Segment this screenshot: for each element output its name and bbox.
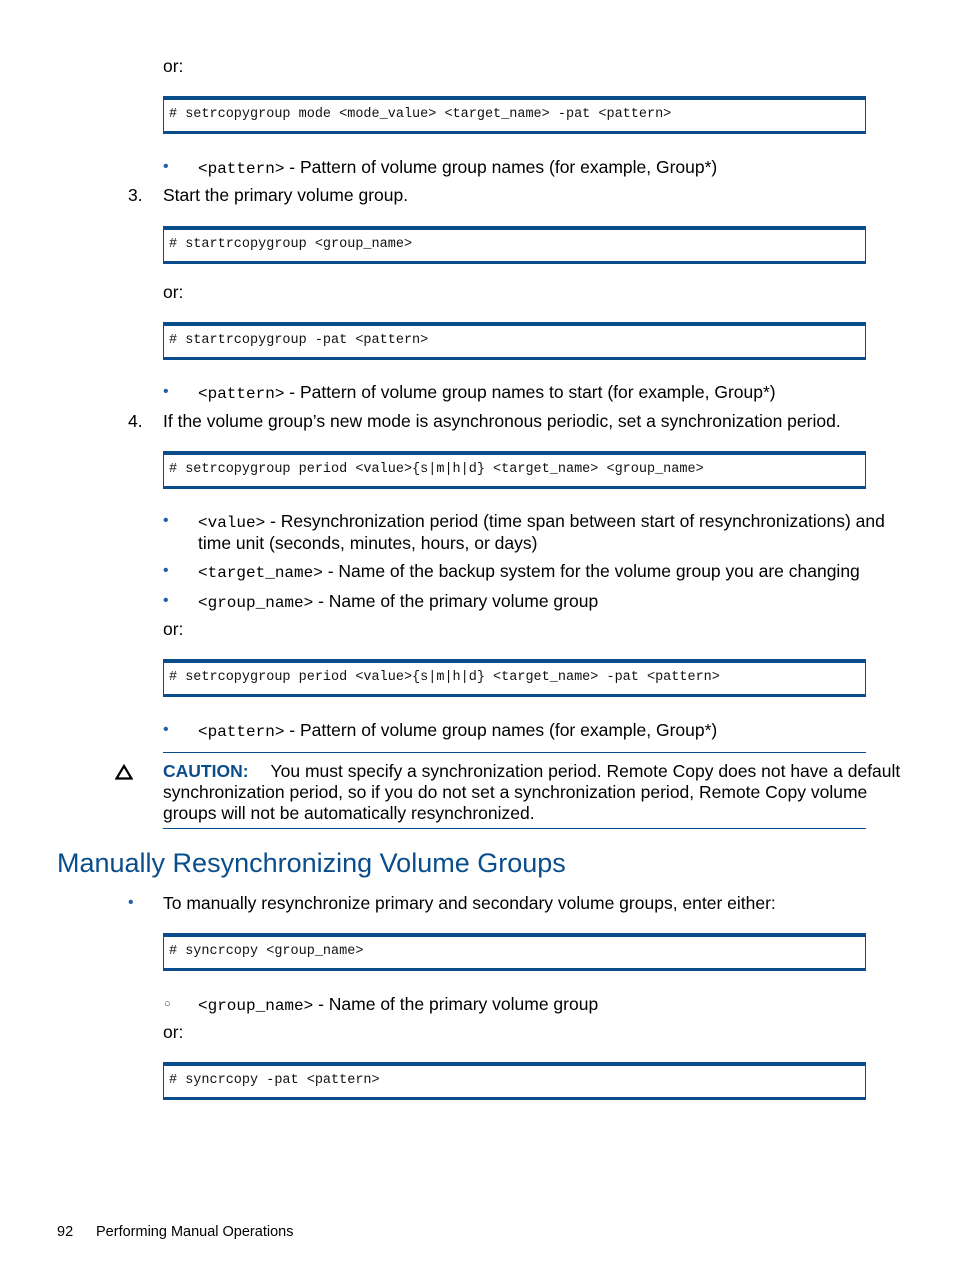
param-desc: - Name of the primary volume group: [313, 591, 599, 611]
caution-text: groups will not be automatically resynchronized.: [163, 803, 535, 823]
code-text: # syncrcopy -pat <pattern>: [169, 1073, 380, 1088]
param-desc: - Name of the backup system for the volume group you are changing: [322, 561, 860, 581]
bullet-dot: •: [163, 562, 169, 579]
param-term: <pattern>: [198, 723, 285, 741]
caution-top-rule: [163, 752, 866, 753]
footer-title: Performing Manual Operations: [96, 1224, 294, 1240]
code-block: [163, 1062, 866, 1100]
bullet-item: [198, 156, 717, 180]
code-text: # setrcopygroup mode <mode_value> <target_name> -pat <pattern>: [169, 107, 672, 122]
bullet-dot: •: [163, 721, 169, 738]
caution-label: CAUTION:: [163, 761, 249, 781]
bullet-dot: •: [163, 383, 169, 400]
param-desc-continued: time unit (seconds, minutes, hours, or days): [198, 533, 538, 553]
caution-line: [163, 760, 900, 782]
or-label: or:: [163, 282, 184, 302]
code-text: # startrcopygroup -pat <pattern>: [169, 333, 429, 348]
bullet-dot: •: [128, 894, 134, 911]
bullet-item: To manually resynchronize primary and secondary volume groups, enter either:: [163, 893, 776, 913]
bullet-dot: •: [163, 512, 169, 529]
bullet-item: [198, 560, 860, 584]
or-label: or:: [163, 619, 184, 639]
param-term: <pattern>: [198, 160, 285, 178]
step-text: If the volume group’s new mode is asynchronous periodic, set a synchronization period.: [163, 411, 841, 431]
code-block: [163, 451, 866, 489]
or-label: or:: [163, 56, 184, 76]
warning-triangle-icon: [115, 764, 133, 780]
code-block: [163, 96, 866, 134]
param-desc: - Pattern of volume group names (for example, Group*): [284, 720, 718, 740]
param-term: <value>: [198, 514, 266, 532]
bullet-item: [198, 381, 776, 405]
hollow-bullet-icon: ○: [164, 998, 171, 1010]
page-number: 92: [57, 1224, 74, 1240]
step-number: 4.: [128, 411, 143, 431]
param-desc: - Pattern of volume group names (for example, Group*): [284, 157, 718, 177]
caution-text: synchronization period, so if you do not set a synchronization period, Remote Copy volume: [163, 782, 868, 802]
param-term: <target_name>: [198, 564, 323, 582]
sub-bullet-item: [198, 993, 598, 1017]
code-text: # setrcopygroup period <value>{s|m|h|d} <target_name> -pat <pattern>: [169, 670, 720, 685]
step-text: Start the primary volume group.: [163, 185, 409, 205]
section-heading: Manually Resynchronizing Volume Groups: [57, 848, 566, 878]
step-number: 3.: [128, 185, 143, 205]
code-text: # syncrcopy <group_name>: [169, 944, 364, 959]
code-text: # startrcopygroup <group_name>: [169, 237, 413, 252]
param-term: <group_name>: [198, 997, 314, 1015]
param-term: <pattern>: [198, 385, 285, 403]
bullet-dot: •: [163, 158, 169, 175]
param-desc: - Resynchronization period (time span between start of resynchronizations) and: [265, 511, 885, 531]
bullet-item: [198, 510, 885, 534]
code-block: [163, 322, 866, 360]
param-term: <group_name>: [198, 594, 314, 612]
caution-text: You must specify a synchronization period. Remote Copy does not have a default: [270, 761, 901, 781]
code-block: [163, 659, 866, 697]
caution-bottom-rule: [163, 828, 866, 829]
bullet-item: [198, 719, 717, 743]
param-desc: - Name of the primary volume group: [313, 994, 599, 1014]
or-label: or:: [163, 1022, 184, 1042]
code-text: # setrcopygroup period <value>{s|m|h|d} <target_name> <group_name>: [169, 462, 704, 477]
code-block: [163, 933, 866, 971]
code-block: [163, 226, 866, 264]
bullet-item: [198, 590, 598, 614]
param-desc: - Pattern of volume group names to start (for example, Group*): [284, 382, 776, 402]
bullet-dot: •: [163, 592, 169, 609]
